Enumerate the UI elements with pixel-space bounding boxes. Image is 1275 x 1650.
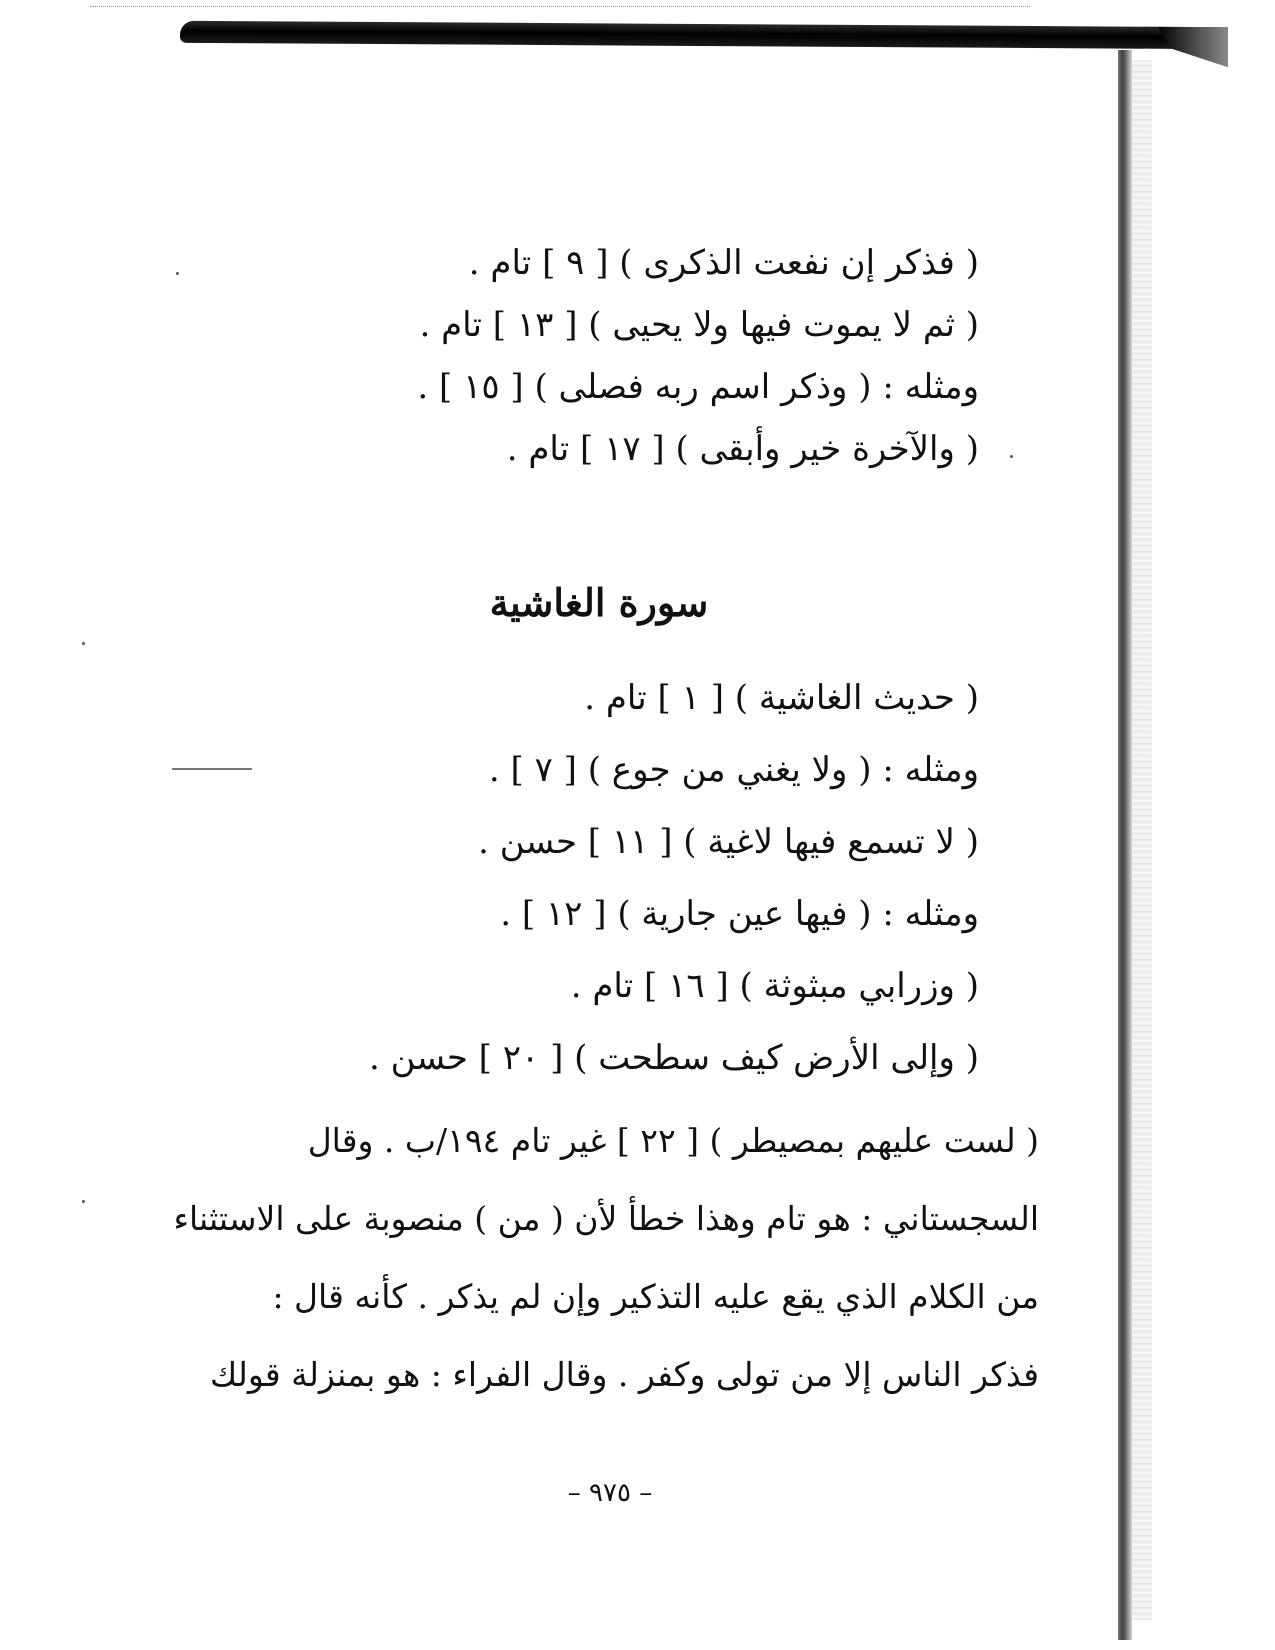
book-spine-shadow	[1118, 50, 1132, 1640]
scan-edge-dots	[90, 6, 1030, 7]
page-number: – ٩٧٥ –	[567, 1478, 653, 1508]
verse-line: ( فذكر إن نفعت الذكرى ) [ ٩ ] تام .	[468, 243, 979, 283]
scan-mark	[172, 768, 252, 770]
paragraph-line: ( لست عليهم بمصيطر ) [ ٢٢ ] غير تام ١٩٤/ب . وقال	[307, 1121, 1039, 1160]
verse-line: ( وزرابي مبثوثة ) [ ١٦ ] تام .	[570, 966, 979, 1006]
scan-speck	[82, 642, 85, 645]
paragraph-line: من الكلام الذي يقع عليه التذكير وإن لم يذكر . كأنه قال :	[272, 1277, 1039, 1316]
verse-line: ( حديث الغاشية ) [ ١ ] تام .	[584, 678, 979, 718]
verse-line: ( وإلى الأرض كيف سطحت ) [ ٢٠ ] حسن .	[369, 1038, 979, 1078]
surah-heading: سورة الغاشية	[489, 580, 709, 625]
verse-line: ومثله : ( وذكر اسم ربه فصلى ) [ ١٥ ] .	[417, 367, 979, 407]
verse-list-al-ghashiya	[369, 662, 979, 1094]
verse-list-previous-surah	[417, 232, 979, 480]
scan-speck	[176, 272, 179, 275]
verse-line: ( والآخرة خير وأبقى ) [ ١٧ ] تام .	[506, 429, 979, 469]
verse-line: ( لا تسمع فيها لاغية ) [ ١١ ] حسن .	[478, 822, 979, 862]
book-spine-gradient	[1132, 60, 1152, 1620]
page-top-shadow	[180, 21, 1228, 49]
verse-line: ( ثم لا يموت فيها ولا يحيى ) [ ١٣ ] تام .	[419, 305, 979, 345]
verse-line: ومثله : ( ولا يغني من جوع ) [ ٧ ] .	[488, 750, 979, 790]
scan-speck	[1010, 455, 1013, 458]
paragraph-line: السجستاني : هو تام وهذا خطأ لأن ( من ) منصوبة على الاستثناء	[173, 1199, 1039, 1238]
scan-speck	[82, 1200, 85, 1203]
commentary-paragraph	[139, 1102, 1039, 1414]
paragraph-line: فذكر الناس إلا من تولى وكفر . وقال الفراء : هو بمنزلة قولك	[209, 1355, 1039, 1394]
verse-line: ومثله : ( فيها عين جارية ) [ ١٢ ] .	[500, 894, 979, 934]
